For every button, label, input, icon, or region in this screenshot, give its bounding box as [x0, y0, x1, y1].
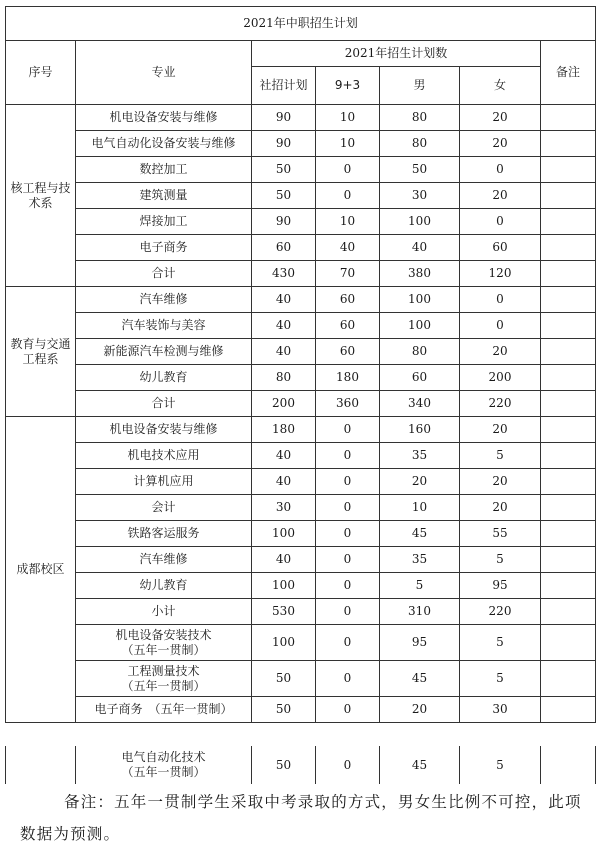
remark-cell — [541, 209, 596, 235]
remark-cell — [541, 661, 596, 697]
social-plan-cell: 530 — [252, 599, 316, 625]
table-title: 2021年中职招生计划 — [6, 7, 596, 41]
male-cell: 380 — [380, 261, 460, 287]
remark-cell — [541, 625, 596, 661]
table-row — [6, 339, 596, 365]
remark-cell — [541, 697, 596, 723]
remark-cell — [541, 105, 596, 131]
social-plan-cell: 60 — [252, 235, 316, 261]
footnote: 备注：五年一贯制学生采取中考录取的方式，男女生比例不可控，此项数据为预测。 — [20, 793, 582, 843]
nine-three-cell: 60 — [316, 313, 380, 339]
major-cell — [76, 183, 252, 209]
male-cell: 20 — [380, 697, 460, 723]
header-seq: 序号 — [6, 41, 76, 105]
major-cell — [76, 287, 252, 313]
remark-cell — [541, 131, 596, 157]
male-cell: 45 — [380, 521, 460, 547]
major-name: 会计 — [151, 500, 176, 514]
table-continuation — [5, 746, 596, 784]
nine-three-cell: 0 — [316, 183, 380, 209]
nine-three-cell: 0 — [316, 746, 380, 784]
social-plan-cell: 80 — [252, 365, 316, 391]
major-cell — [76, 131, 252, 157]
male-cell: 80 — [380, 105, 460, 131]
table-row — [6, 443, 596, 469]
social-plan-cell: 50 — [252, 661, 316, 697]
table-row — [6, 697, 596, 723]
remark-cell — [541, 287, 596, 313]
female-cell: 0 — [460, 287, 541, 313]
nine-three-cell: 40 — [316, 235, 380, 261]
social-plan-cell: 100 — [252, 573, 316, 599]
table-row — [6, 469, 596, 495]
nine-three-cell: 0 — [316, 697, 380, 723]
header-plan-group: 2021年招生计划数 — [252, 41, 541, 67]
table-row — [6, 183, 596, 209]
social-plan-cell: 100 — [252, 521, 316, 547]
major-note: （五年一贯制） — [121, 765, 206, 779]
nine-three-cell: 0 — [316, 157, 380, 183]
remark-cell — [541, 521, 596, 547]
major-cell — [76, 469, 252, 495]
major-cell — [76, 443, 252, 469]
table-row — [6, 365, 596, 391]
social-plan-cell: 100 — [252, 625, 316, 661]
major-name: 汽车维修 — [139, 292, 188, 306]
male-cell: 100 — [380, 209, 460, 235]
social-plan-cell: 180 — [252, 417, 316, 443]
major-name: 汽车装饰与美容 — [121, 318, 206, 332]
male-cell: 50 — [380, 157, 460, 183]
major-name: 电子商务 — [139, 240, 188, 254]
major-name: 机电设备安装与维修 — [109, 422, 218, 436]
remark-cell — [541, 495, 596, 521]
major-note: （五年一贯制） — [121, 678, 206, 693]
major-cell — [76, 661, 252, 697]
female-cell: 220 — [460, 599, 541, 625]
remark-cell — [541, 469, 596, 495]
major-cell — [76, 339, 252, 365]
social-plan-cell: 50 — [252, 157, 316, 183]
major-cell — [76, 746, 252, 784]
nine-three-cell: 0 — [316, 661, 380, 697]
table-row — [6, 209, 596, 235]
nine-three-cell: 0 — [316, 417, 380, 443]
male-cell: 60 — [380, 365, 460, 391]
major-name: 合计 — [151, 396, 176, 410]
social-plan-cell: 40 — [252, 287, 316, 313]
nine-three-cell: 0 — [316, 625, 380, 661]
major-name: 焊接加工 — [139, 214, 188, 228]
group-name: 教育与交通工程系 — [6, 287, 76, 417]
nine-three-cell: 360 — [316, 391, 380, 417]
header-row-1 — [6, 41, 596, 67]
female-cell: 0 — [460, 313, 541, 339]
major-cell — [76, 547, 252, 573]
group-name: 成都校区 — [6, 417, 76, 723]
male-cell: 45 — [380, 746, 460, 784]
title-row — [6, 7, 596, 41]
nine-three-cell: 70 — [316, 261, 380, 287]
major-cell — [76, 209, 252, 235]
social-plan-cell: 50 — [252, 183, 316, 209]
header-major: 专业 — [76, 41, 252, 105]
major-name: 幼儿教育 — [139, 578, 188, 592]
male-cell: 80 — [380, 339, 460, 365]
major-cell — [76, 521, 252, 547]
major-cell — [76, 365, 252, 391]
table-row — [6, 573, 596, 599]
social-plan-cell: 200 — [252, 391, 316, 417]
nine-three-cell: 10 — [316, 209, 380, 235]
nine-three-cell: 0 — [316, 495, 380, 521]
table-row — [6, 131, 596, 157]
major-cell — [76, 625, 252, 661]
major-name: 新能源汽车检测与维修 — [103, 344, 224, 358]
social-plan-cell: 90 — [252, 131, 316, 157]
major-cell — [76, 105, 252, 131]
total-row — [6, 599, 596, 625]
female-cell: 20 — [460, 417, 541, 443]
table-row — [6, 157, 596, 183]
remark-cell — [541, 599, 596, 625]
table-row — [6, 547, 596, 573]
major-name: 工程测量技术 — [127, 663, 200, 678]
header-nine-three: 9+3 — [316, 67, 380, 105]
remark-cell — [541, 547, 596, 573]
table-row — [6, 521, 596, 547]
male-cell: 340 — [380, 391, 460, 417]
header-male: 男 — [380, 67, 460, 105]
group-name-empty — [6, 746, 76, 784]
remark-cell — [541, 157, 596, 183]
social-plan-cell: 40 — [252, 443, 316, 469]
male-cell: 100 — [380, 287, 460, 313]
social-plan-cell: 30 — [252, 495, 316, 521]
social-plan-cell: 430 — [252, 261, 316, 287]
major-name: 小计 — [151, 604, 176, 618]
male-cell: 35 — [380, 443, 460, 469]
female-cell: 120 — [460, 261, 541, 287]
social-plan-cell: 50 — [252, 697, 316, 723]
male-cell: 45 — [380, 661, 460, 697]
major-name: 电子商务 （五年一贯制） — [94, 702, 233, 716]
remark-cell — [541, 365, 596, 391]
remark-cell — [541, 183, 596, 209]
header-remark: 备注 — [541, 41, 596, 105]
nine-three-cell: 0 — [316, 521, 380, 547]
total-row — [6, 391, 596, 417]
major-name: 计算机应用 — [133, 474, 194, 488]
female-cell: 60 — [460, 235, 541, 261]
male-cell: 5 — [380, 573, 460, 599]
table-row — [6, 661, 596, 697]
major-name: 电气自动化设备安装与维修 — [91, 136, 236, 150]
table-row — [6, 746, 596, 784]
major-cell — [76, 573, 252, 599]
table-row — [6, 625, 596, 661]
remark-cell — [541, 573, 596, 599]
table-row — [6, 235, 596, 261]
nine-three-cell: 0 — [316, 547, 380, 573]
remark-cell — [541, 417, 596, 443]
social-plan-cell: 40 — [252, 339, 316, 365]
male-cell: 40 — [380, 235, 460, 261]
female-cell: 0 — [460, 209, 541, 235]
male-cell: 100 — [380, 313, 460, 339]
major-name: 汽车维修 — [139, 552, 188, 566]
male-cell: 35 — [380, 547, 460, 573]
female-cell: 5 — [460, 625, 541, 661]
major-note: （五年一贯制） — [121, 642, 206, 657]
major-cell — [76, 313, 252, 339]
nine-three-cell: 60 — [316, 339, 380, 365]
header-social: 社招计划 — [252, 67, 316, 105]
female-cell: 0 — [460, 157, 541, 183]
major-name: 建筑测量 — [139, 188, 188, 202]
female-cell: 5 — [460, 661, 541, 697]
female-cell: 55 — [460, 521, 541, 547]
social-plan-cell: 50 — [252, 746, 316, 784]
table-row — [6, 105, 596, 131]
female-cell: 20 — [460, 105, 541, 131]
social-plan-cell: 40 — [252, 547, 316, 573]
major-cell — [76, 391, 252, 417]
remark-cell — [541, 391, 596, 417]
remark-cell — [541, 261, 596, 287]
social-plan-cell: 90 — [252, 105, 316, 131]
table-body — [6, 7, 596, 723]
major-name: 幼儿教育 — [139, 370, 188, 384]
social-plan-cell: 40 — [252, 313, 316, 339]
female-cell: 20 — [460, 339, 541, 365]
remark-cell — [541, 746, 596, 784]
female-cell: 5 — [460, 547, 541, 573]
female-cell: 20 — [460, 495, 541, 521]
male-cell: 160 — [380, 417, 460, 443]
total-row — [6, 261, 596, 287]
major-cell — [76, 235, 252, 261]
header-female: 女 — [460, 67, 541, 105]
male-cell: 310 — [380, 599, 460, 625]
table-row — [6, 495, 596, 521]
social-plan-cell: 90 — [252, 209, 316, 235]
female-cell: 95 — [460, 573, 541, 599]
enrollment-plan-table — [5, 6, 596, 723]
group-name: 核工程与技术系 — [6, 105, 76, 287]
major-cell — [76, 599, 252, 625]
major-name: 电气自动化技术 — [121, 750, 206, 764]
female-cell: 5 — [460, 746, 541, 784]
table-row — [6, 417, 596, 443]
nine-three-cell: 0 — [316, 469, 380, 495]
major-name: 数控加工 — [139, 162, 188, 176]
female-cell: 30 — [460, 697, 541, 723]
nine-three-cell: 0 — [316, 573, 380, 599]
social-plan-cell: 40 — [252, 469, 316, 495]
major-name: 机电技术应用 — [127, 448, 200, 462]
male-cell: 80 — [380, 131, 460, 157]
major-cell — [76, 261, 252, 287]
male-cell: 95 — [380, 625, 460, 661]
remark-cell — [541, 235, 596, 261]
nine-three-cell: 10 — [316, 131, 380, 157]
remark-cell — [541, 443, 596, 469]
major-name: 机电设备安装与维修 — [109, 110, 218, 124]
nine-three-cell: 60 — [316, 287, 380, 313]
female-cell: 5 — [460, 443, 541, 469]
nine-three-cell: 180 — [316, 365, 380, 391]
male-cell: 30 — [380, 183, 460, 209]
major-cell — [76, 417, 252, 443]
major-name: 机电设备安装技术 — [115, 627, 212, 642]
major-name: 铁路客运服务 — [127, 526, 200, 540]
female-cell: 200 — [460, 365, 541, 391]
male-cell: 20 — [380, 469, 460, 495]
female-cell: 20 — [460, 469, 541, 495]
nine-three-cell: 10 — [316, 105, 380, 131]
table-row — [6, 313, 596, 339]
major-cell — [76, 157, 252, 183]
nine-three-cell: 0 — [316, 443, 380, 469]
remark-cell — [541, 313, 596, 339]
female-cell: 20 — [460, 131, 541, 157]
nine-three-cell: 0 — [316, 599, 380, 625]
female-cell: 220 — [460, 391, 541, 417]
major-cell — [76, 697, 252, 723]
continuation-body — [6, 746, 596, 784]
male-cell: 10 — [380, 495, 460, 521]
major-cell — [76, 495, 252, 521]
female-cell: 20 — [460, 183, 541, 209]
table-row — [6, 287, 596, 313]
major-name: 合计 — [151, 266, 176, 280]
remark-cell — [541, 339, 596, 365]
